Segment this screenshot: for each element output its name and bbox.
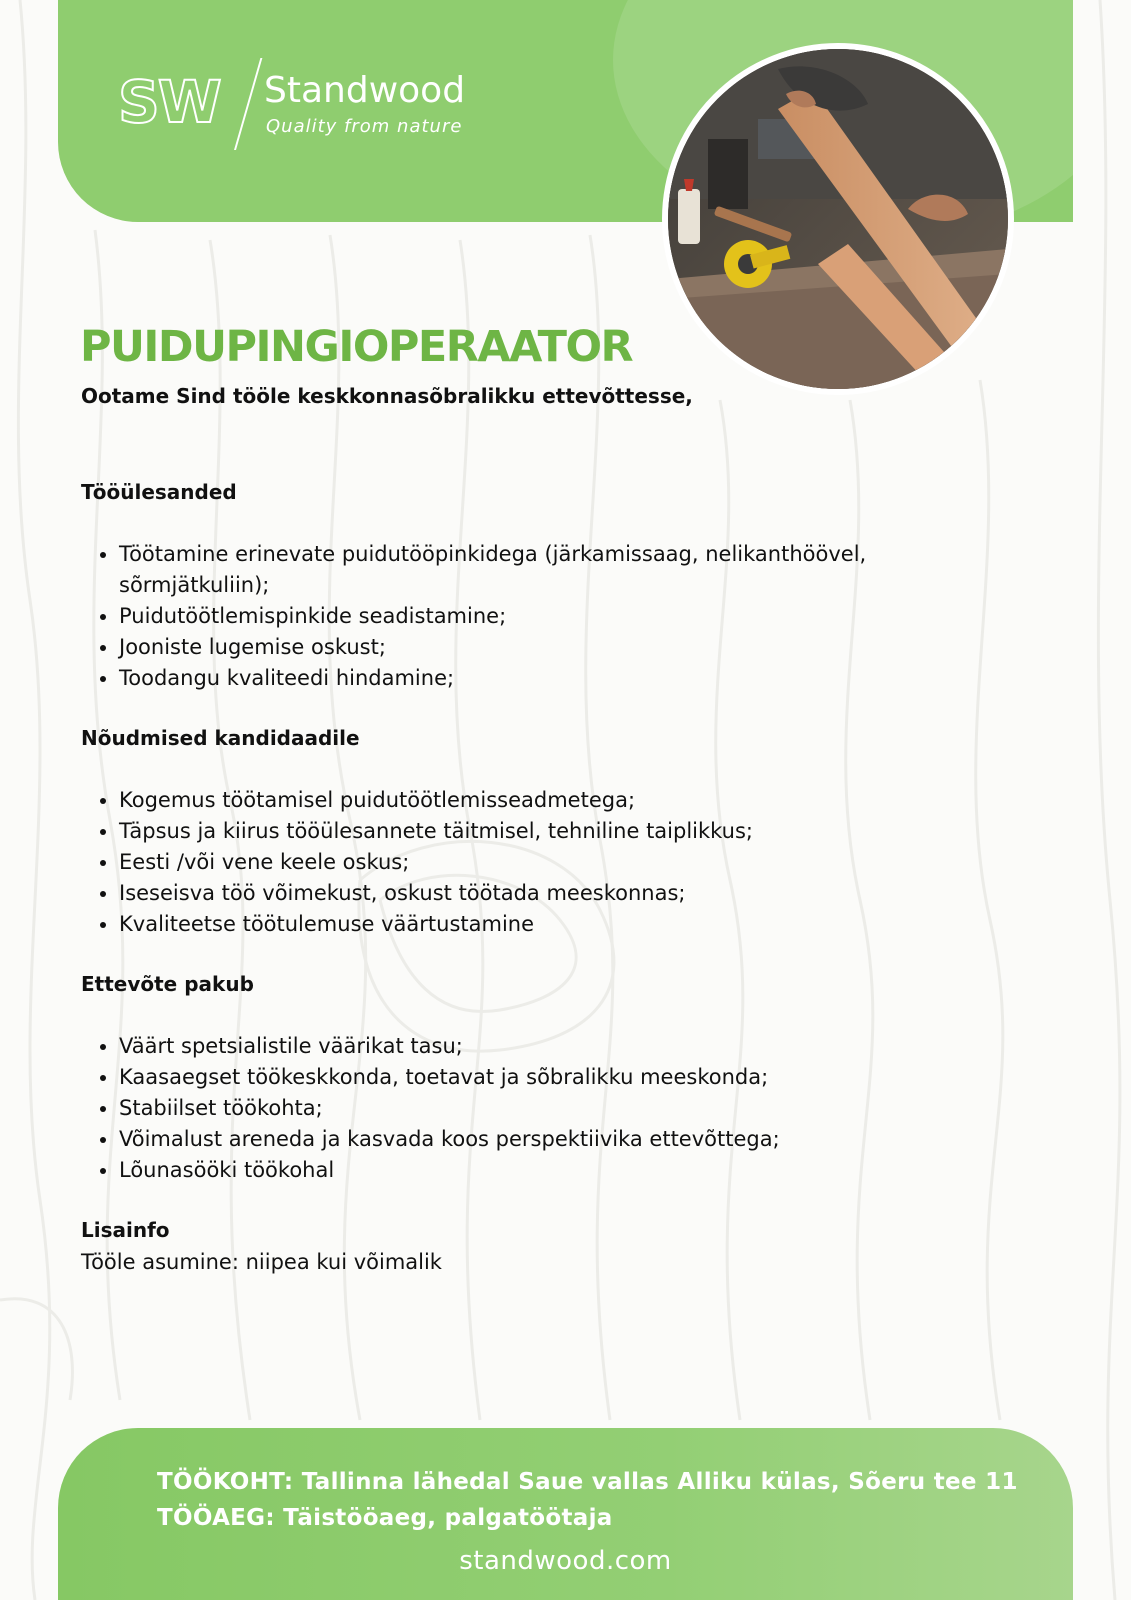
list-item: • Jooniste lugemise oskust; bbox=[119, 632, 939, 663]
list-item: • Puidutöötlemispinkide seadistamine; bbox=[119, 601, 939, 632]
brand-tagline: Quality from nature bbox=[266, 116, 463, 137]
woodworking-illustration bbox=[668, 49, 1008, 389]
brand-name: Standwood bbox=[264, 70, 466, 111]
list-item: • Lõunasööki töökohal bbox=[119, 1155, 939, 1186]
duties-list bbox=[81, 539, 939, 694]
offers-heading: Ettevõte pakub bbox=[81, 972, 254, 996]
start-date-text: Tööle asumine: niipea kui võimalik bbox=[81, 1250, 442, 1274]
work-hours: TÖÖAEG: Täistööaeg, palgatöötaja bbox=[157, 1505, 613, 1531]
standwood-logo bbox=[118, 58, 498, 150]
requirements-list bbox=[81, 785, 939, 940]
work-location: TÖÖKOHT: Tallinna lähedal Saue vallas Alliku külas, Sõeru tee 11 bbox=[157, 1469, 1018, 1495]
list-item: • Täpsus ja kiirus tööülesannete täitmisel, tehniline taiplikkus; bbox=[119, 816, 939, 847]
logo-divider bbox=[234, 58, 262, 150]
list-item: • Võimalust areneda ja kasvada koos perspektiivika ettevõttega; bbox=[119, 1124, 939, 1155]
job-title: PUIDUPINGIOPERAATOR bbox=[80, 322, 633, 372]
list-item: • Iseseisva töö võimekust, oskust töötada meeskonnas; bbox=[119, 878, 939, 909]
list-item: • Väärt spetsialistile väärikat tasu; bbox=[119, 1031, 939, 1062]
list-item: • Kaasaegset töökeskkonda, toetavat ja sõbralikku meeskonda; bbox=[119, 1062, 939, 1093]
duties-heading: Tööülesanded bbox=[81, 480, 237, 504]
list-item: • Kvaliteetse töötulemuse väärtustamine bbox=[119, 909, 939, 940]
job-intro: Ootame Sind tööle keskkonnasõbralikku ettevõttesse, bbox=[81, 384, 693, 408]
list-item: • Stabiilset töökohta; bbox=[119, 1093, 939, 1124]
list-item: • Eesti /või vene keele oskus; bbox=[119, 847, 939, 878]
extra-info-heading: Lisainfo bbox=[81, 1218, 170, 1242]
website-link[interactable]: standwood.com bbox=[459, 1546, 672, 1576]
list-item: • Toodangu kvaliteedi hindamine; bbox=[119, 663, 939, 694]
list-item: • Töötamine erinevate puidutööpinkidega (järkamissaag, nelikanthöövel, sõrmjätkuliin); bbox=[119, 539, 939, 601]
offers-list bbox=[81, 1031, 939, 1186]
logo-mark: SW bbox=[118, 68, 220, 136]
list-item: • Kogemus töötamisel puidutöötlemisseadmetega; bbox=[119, 785, 939, 816]
requirements-heading: Nõudmised kandidaadile bbox=[81, 726, 360, 750]
woodworking-photo bbox=[662, 43, 1014, 395]
